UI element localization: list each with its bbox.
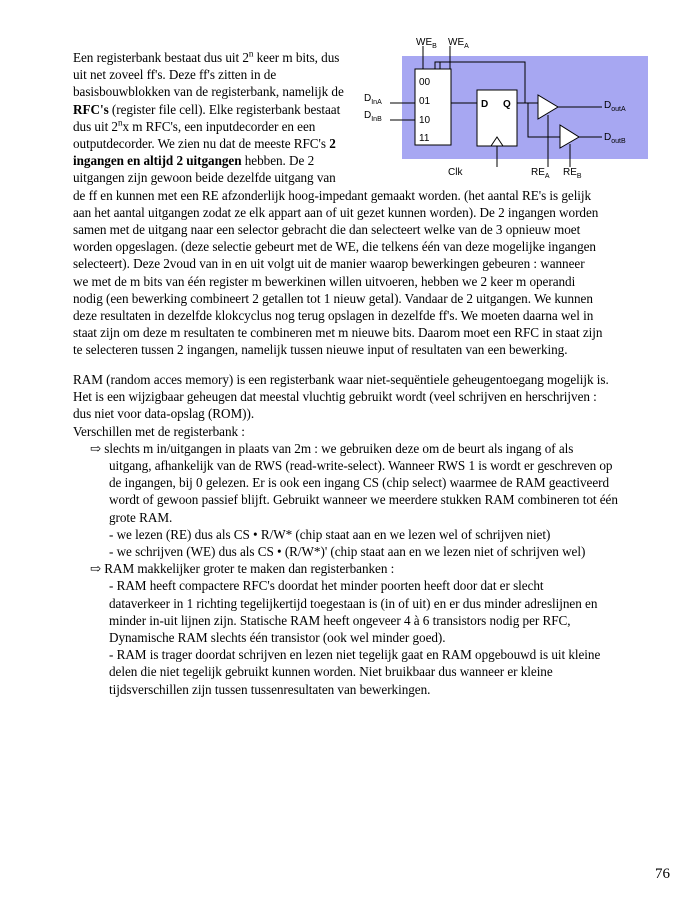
bullet-io: [90, 440, 618, 560]
text: hebben. De 2: [244, 153, 315, 169]
text-line: Dynamische RAM slechts één transistor (ook wel minder goed).: [109, 630, 446, 645]
text-line: - RAM heeft compactere RFC's doordat het minder poorten heeft door dat er slecht: [109, 578, 544, 594]
text-line: - RAM is trager doordat schrijven en lezen niet tegelijk gaat en RAM opgebouwd is uit kleine: [109, 647, 601, 663]
sub-list: [109, 526, 618, 560]
superscript: n: [248, 48, 254, 59]
text-line: - we schrijven (WE) dus als CS • (R/W*)' (chip staat aan en we lezen niet of schrijven wel): [109, 544, 586, 560]
paragraph-ram: [73, 371, 609, 440]
text-line: grote RAM.: [109, 509, 173, 525]
text-line: de ff en kunnen met een RE afzonderlijk hoog-impedant gemaakt worden. (het aantal RE's is gelijk: [73, 187, 592, 203]
text-line: dus niet voor data-opslag (ROM)).: [73, 406, 255, 422]
d-in-a-label: $D_{InA}$: [364, 93, 382, 106]
mux-input-11: 11: [419, 133, 430, 144]
text: outputdecorder. We zien nu dat de meeste RFC's: [73, 136, 326, 152]
intro-paragraph: [73, 49, 344, 187]
we-b-label: $WE_B$: [416, 37, 437, 50]
text-line: tijdsverschillen zijn tussen tussenresultaten van bewerkingen.: [109, 681, 431, 697]
text-line: ⇨ RAM makkelijker groter te maken dan registerbanken :: [90, 561, 395, 577]
d-out-b-label: $D_{outB}$: [604, 132, 626, 145]
text-line: delen die niet tegelijk gebruikt kunnen worden. Niet bruikbaar dus wanneer er kleine: [109, 664, 553, 680]
bold-term: 2: [329, 136, 336, 152]
text-line: uitgangen zijn gewoon beide dezelfde uitgang van: [73, 170, 336, 186]
we-a-label: $WE_A$: [448, 37, 469, 50]
ff-q-label: Q: [503, 99, 511, 110]
register-file-cell-diagram: [360, 34, 656, 184]
re-b-label: $RE_B$: [563, 167, 582, 180]
text-line: RAM (random acces memory) is een registerbank waar niet-sequëntiele geheugentoegang mogelijk is.: [73, 372, 609, 387]
superscript: n: [117, 117, 123, 128]
re-a-label: $RE_A$: [531, 167, 550, 180]
mux-input-01: 01: [419, 96, 431, 107]
bullet-body: [90, 457, 618, 560]
clk-label: Clk: [448, 167, 463, 178]
text-line: [73, 118, 344, 135]
bold-term: RFC's: [73, 101, 109, 117]
text-line: de ingangen, bij 0 gelezen. Er is ook een ingang CS (chip select) waarmee de RAM geactiveerd: [109, 475, 610, 491]
text-line: te selecteren tussen 2 ingangen, namelijk tussen nieuwe input of resultaten van een bewerking.: [73, 342, 568, 358]
d-out-a-label: $D_{outA}$: [604, 100, 626, 113]
text-line: aan het aantal uitgangen zodat ze elk appart aan of uit gezet kunnen worden). De 2 ingangen worden: [73, 204, 599, 220]
text-line: minder in-uit lijnen zijn. Statische RAM heeft ongeveer 4 à 6 transistors nodig per RFC,: [109, 612, 571, 628]
text-line: uitgang, afhankelijk van de RWS (read-write-select). Wanneer RWS 1 is wordt er geschreven op: [109, 458, 613, 473]
mux-input-00: 00: [419, 77, 431, 88]
text: (register file cell). Elke registerbank bestaat: [111, 101, 341, 117]
text-line: [73, 152, 344, 169]
text-line: nodig (een bewerking combineert 2 getallen tot 1 nieuw getal). Vandaar de 2 uitgangen. We kunnen: [73, 290, 593, 306]
text-line: worden opgeslagen. (deze selectie gebeurt met de WE, die telkens één van deze mogelijke ingangen: [73, 239, 596, 255]
text: dus uit 2: [73, 118, 118, 134]
text-line: - we lezen (RE) dus als CS • R/W* (chip staat aan en we lezen wel of schrijven niet): [109, 526, 551, 542]
text-line: Het is een wijzigbaar geheugen dat meestal vluchtig gebruikt wordt (veel schrijven en herschrijven :: [73, 389, 597, 405]
text-line: basisbouwblokken van de registerbank, namelijk de: [73, 84, 344, 100]
text-line: [73, 101, 344, 118]
text-line: ⇨ slechts m in/uitgangen in plaats van 2m : we gebruiken deze om de beurt als ingang of als: [90, 440, 574, 456]
text-line: selecteert). Deze 2voud van in en uit volgt uit de manier waarop bewerkingen gebeuren : wanneer: [73, 256, 585, 272]
page-number: 76: [655, 866, 670, 882]
text-line: we met de m bits van één register m bewerkinen willen uitvoeren, hebben we 2 keer m operandi: [73, 273, 576, 289]
ff-d-label: D: [481, 99, 489, 110]
bold-term: ingangen en altijd 2 uitgangen: [73, 153, 242, 169]
paragraph-registerbank: [73, 187, 602, 359]
bullet-bigger: [90, 560, 600, 698]
text-line: staat zijn om deze m resultaten te combineren met m nieuwe bits. Daarom moet een RFC in staat zijn: [73, 325, 603, 341]
d-in-b-label: $D_{InB}$: [364, 110, 382, 123]
text-line: deze resultaten in dezelfde klokcyclus nog terug opslagen in dezelfde ff's. We moeten daarna wel in: [73, 308, 594, 324]
text-line: uit net zoveel ff's. Deze ff's zitten in de: [73, 67, 277, 83]
text-line: [73, 49, 344, 66]
text-line: wordt of gewoon passief blijft. Gebruikt wanneer we meerdere stukken RAM combineren tot één: [109, 492, 618, 508]
text-line: [73, 135, 344, 152]
text-line: samen met de uitgang naar een selector gebracht die dan selecteert welke van de 3 opnieuw moet: [73, 222, 581, 237]
bullet-body: [90, 577, 600, 697]
text: Een registerbank bestaat dus uit 2: [73, 50, 249, 65]
mux-input-10: 10: [419, 115, 431, 126]
text: x m RFC's, een inputdecorder en een: [122, 118, 316, 134]
text-line: dataverkeer in 1 richting tegelijkertijd toegestaan is (in of uit) en er dus minder adreslijnen en: [109, 595, 598, 611]
text-line: Verschillen met de registerbank :: [73, 423, 245, 439]
text: keer m bits, dus: [253, 50, 340, 65]
